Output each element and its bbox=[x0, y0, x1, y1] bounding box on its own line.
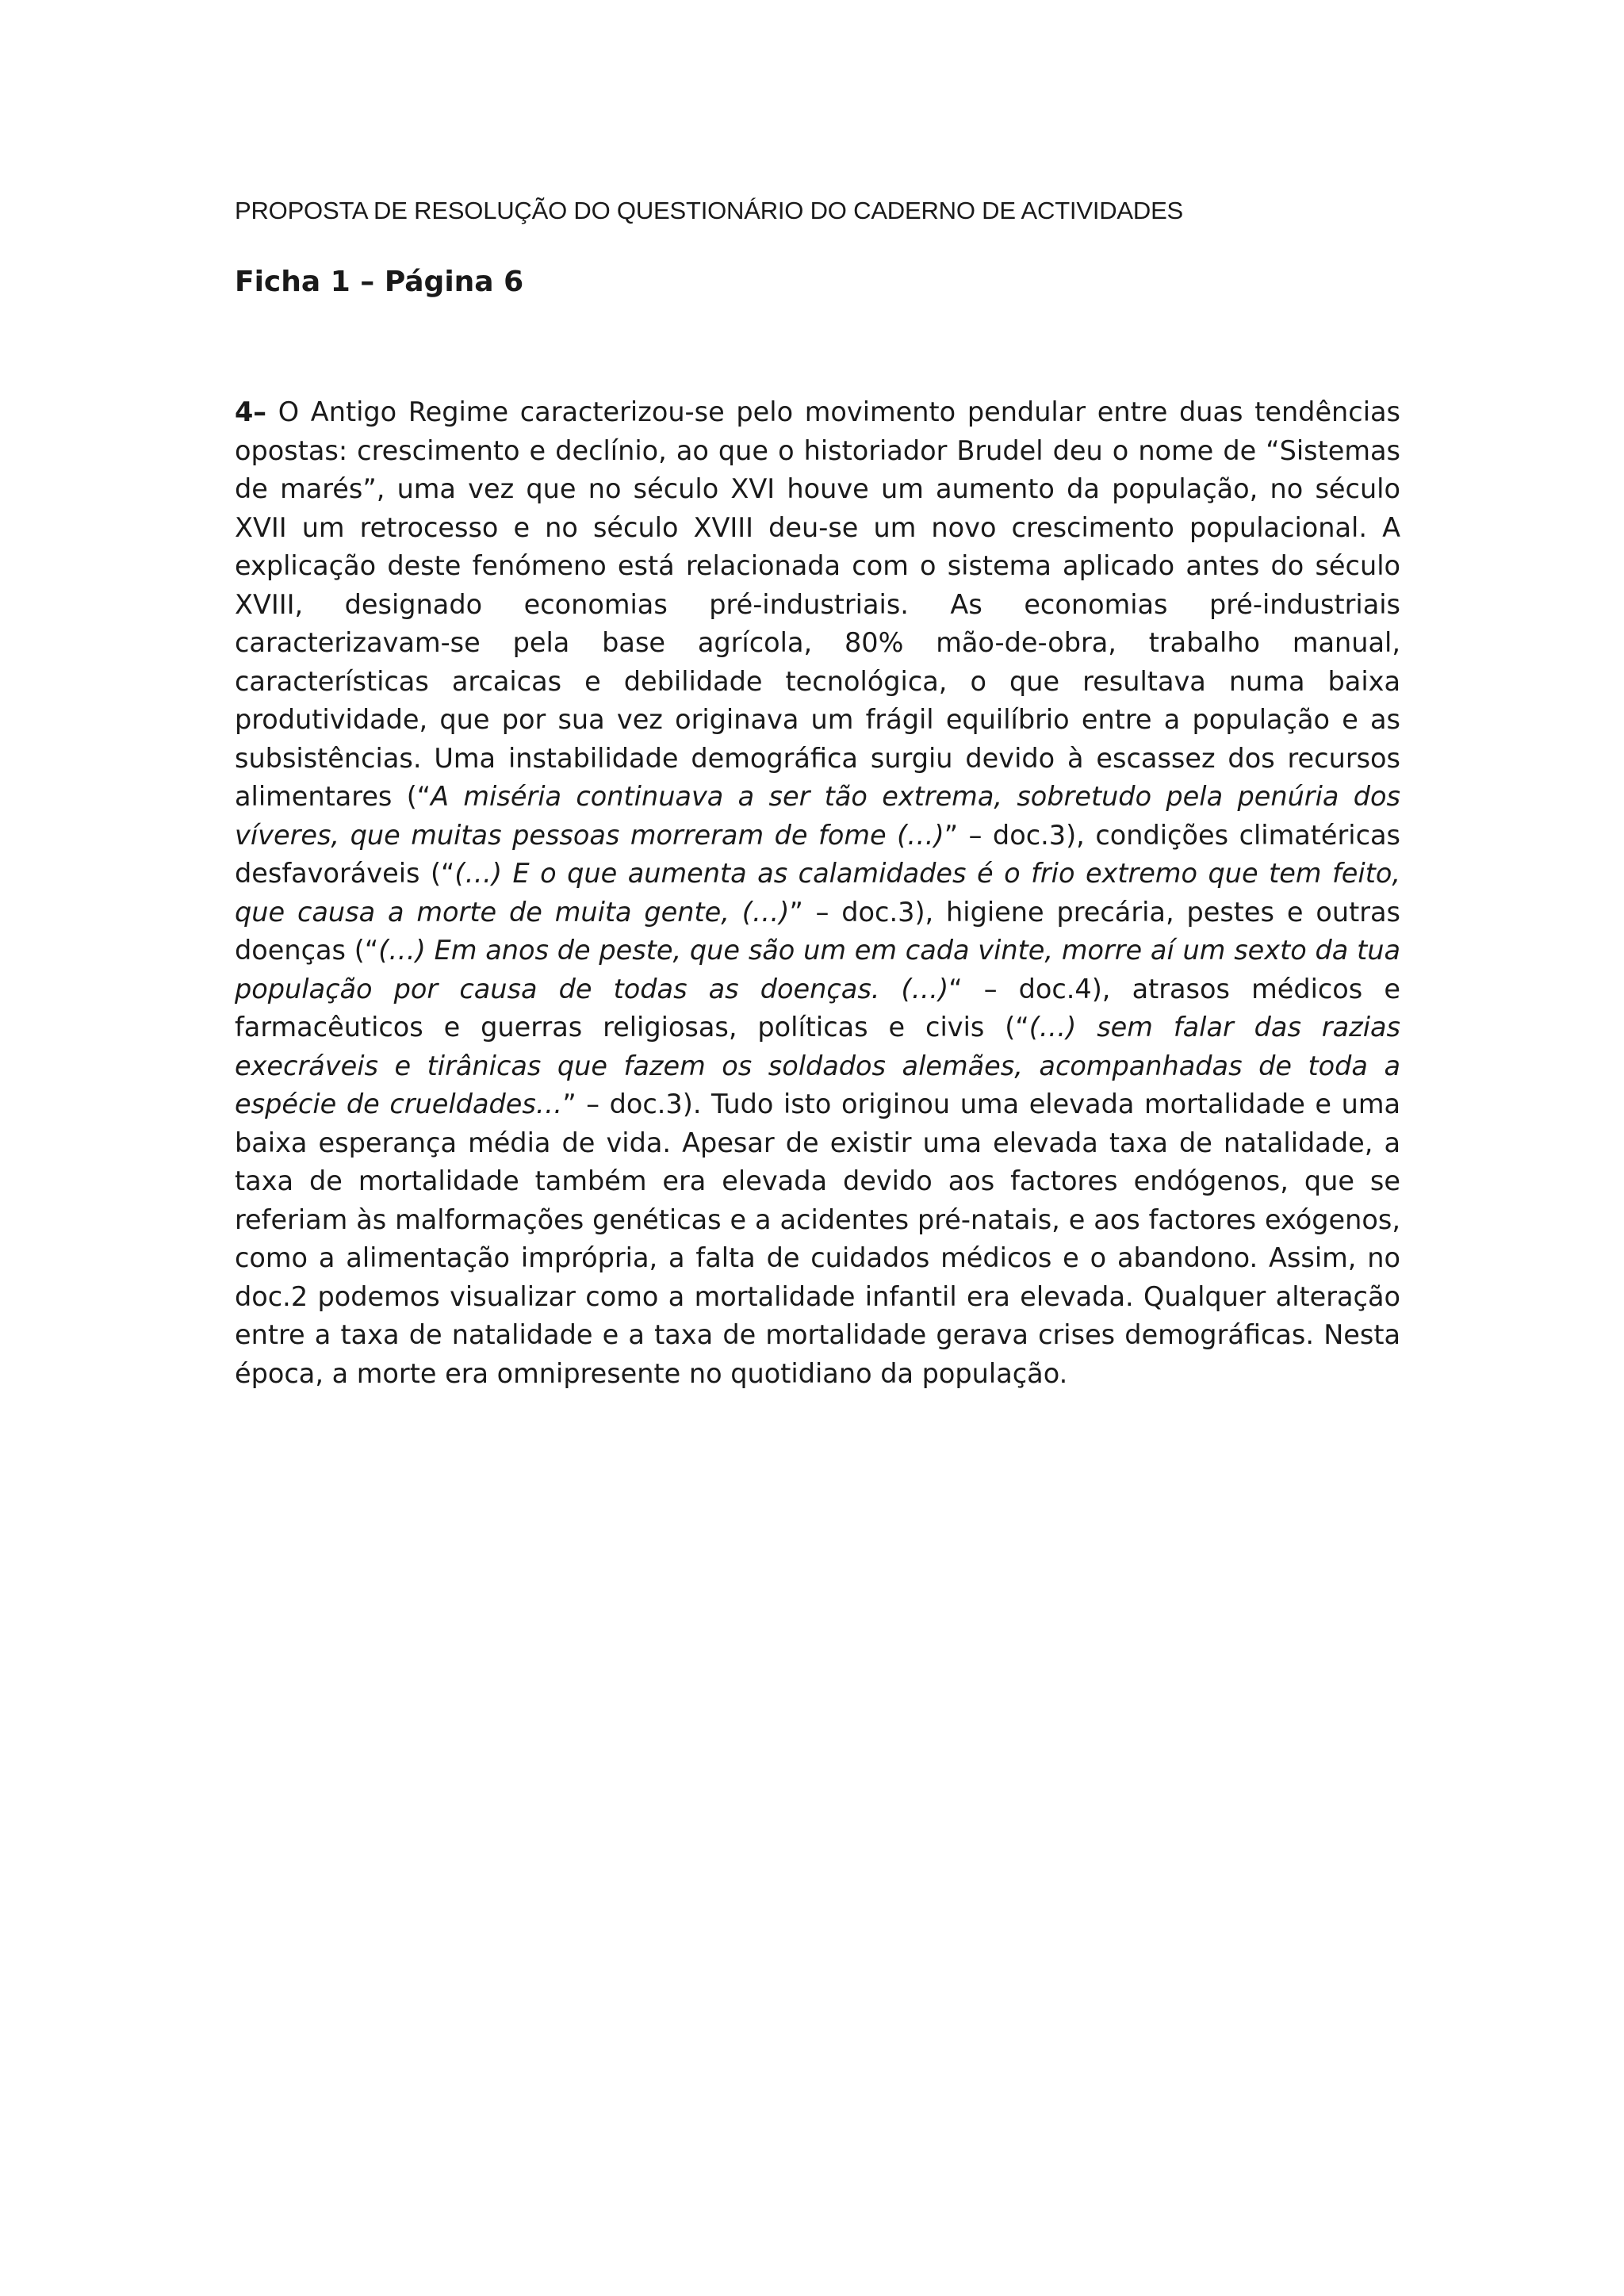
quote-segment: (…) Em anos de peste, que são um em cada vinte, morre aí um sexto da tua população por causa de todas as doenças. (…) bbox=[235, 935, 1400, 1004]
document-title: PROPOSTA DE RESOLUÇÃO DO QUESTIONÁRIO DO CADERNO DE ACTIVIDADES bbox=[235, 197, 1184, 224]
answer-text-segment: ” – doc.3), condições climatéricas desfavoráveis (“ bbox=[235, 819, 1400, 889]
answer-text-segment: ” – doc.3), higiene precária, pestes e outras doenças (“ bbox=[235, 896, 1400, 966]
document-subtitle: Ficha 1 – Página 6 bbox=[235, 266, 524, 298]
answer-paragraph bbox=[235, 393, 1400, 1393]
quote-segment: A miséria continuava a ser tão extrema, sobretudo pela penúria dos víveres, que muitas pessoas morreram de fome (…) bbox=[235, 781, 1400, 851]
answer-text-segment: “ – doc.4), atrasos médicos e farmacêuticos e guerras religiosas, políticas e civis (“ bbox=[235, 973, 1401, 1043]
answer-text-segment: ” – doc.3). Tudo isto originou uma elevada mortalidade e uma baixa esperança média de vida. Apesar de existir uma elevada taxa de natalidade, a taxa de mortalidade também era elevada devido aos factores endógenos, que se referiam às malformações genéticas e a acidentes pré-natais, e aos factores exógenos, como a alimentação imprópria, a falta de cuidados médicos e o abandono. Assim, no doc.2 podemos visualizar como a mortalidade infantil era elevada. Qualquer alteração entre a taxa de natalidade e a taxa de mortalidade gerava crises demográficas. Nesta época, a morte era omnipresente no quotidiano da população. bbox=[235, 1089, 1400, 1389]
answer-text-segment: O Antigo Regime caracterizou-se pelo movimento pendular entre duas tendências opostas: crescimento e declínio, ao que o historiador Brudel deu o nome de “Sistemas de marés”, uma vez que no século XVI houve um aumento da população, no século XVII um retrocesso e no século XVIII deu-se um novo crescimento populacional. A explicação deste fenómeno está relacionada com o sistema aplicado antes do século XVIII, designado economias pré-industriais. As economias pré-industriais caracterizavam-se pela base agrícola, 80% mão-de-obra, trabalho manual, características arcaicas e debilidade tecnológica, o que resultava numa baixa produtividade, que por sua vez originava um frágil equilíbrio entre a população e as subsistências. Uma instabilidade demográfica surgiu devido à escassez dos recursos alimentares (“ bbox=[235, 396, 1400, 812]
quote-segment: (…) E o que aumenta as calamidades é o frio extremo que tem feito, que causa a morte de muita gente, (…) bbox=[235, 858, 1400, 928]
answer-number: 4– bbox=[235, 396, 267, 427]
quote-segment: (…) sem falar das razias execráveis e tirânicas que fazem os soldados alemães, acompanhadas de toda a espécie de crueldades… bbox=[235, 1012, 1400, 1119]
